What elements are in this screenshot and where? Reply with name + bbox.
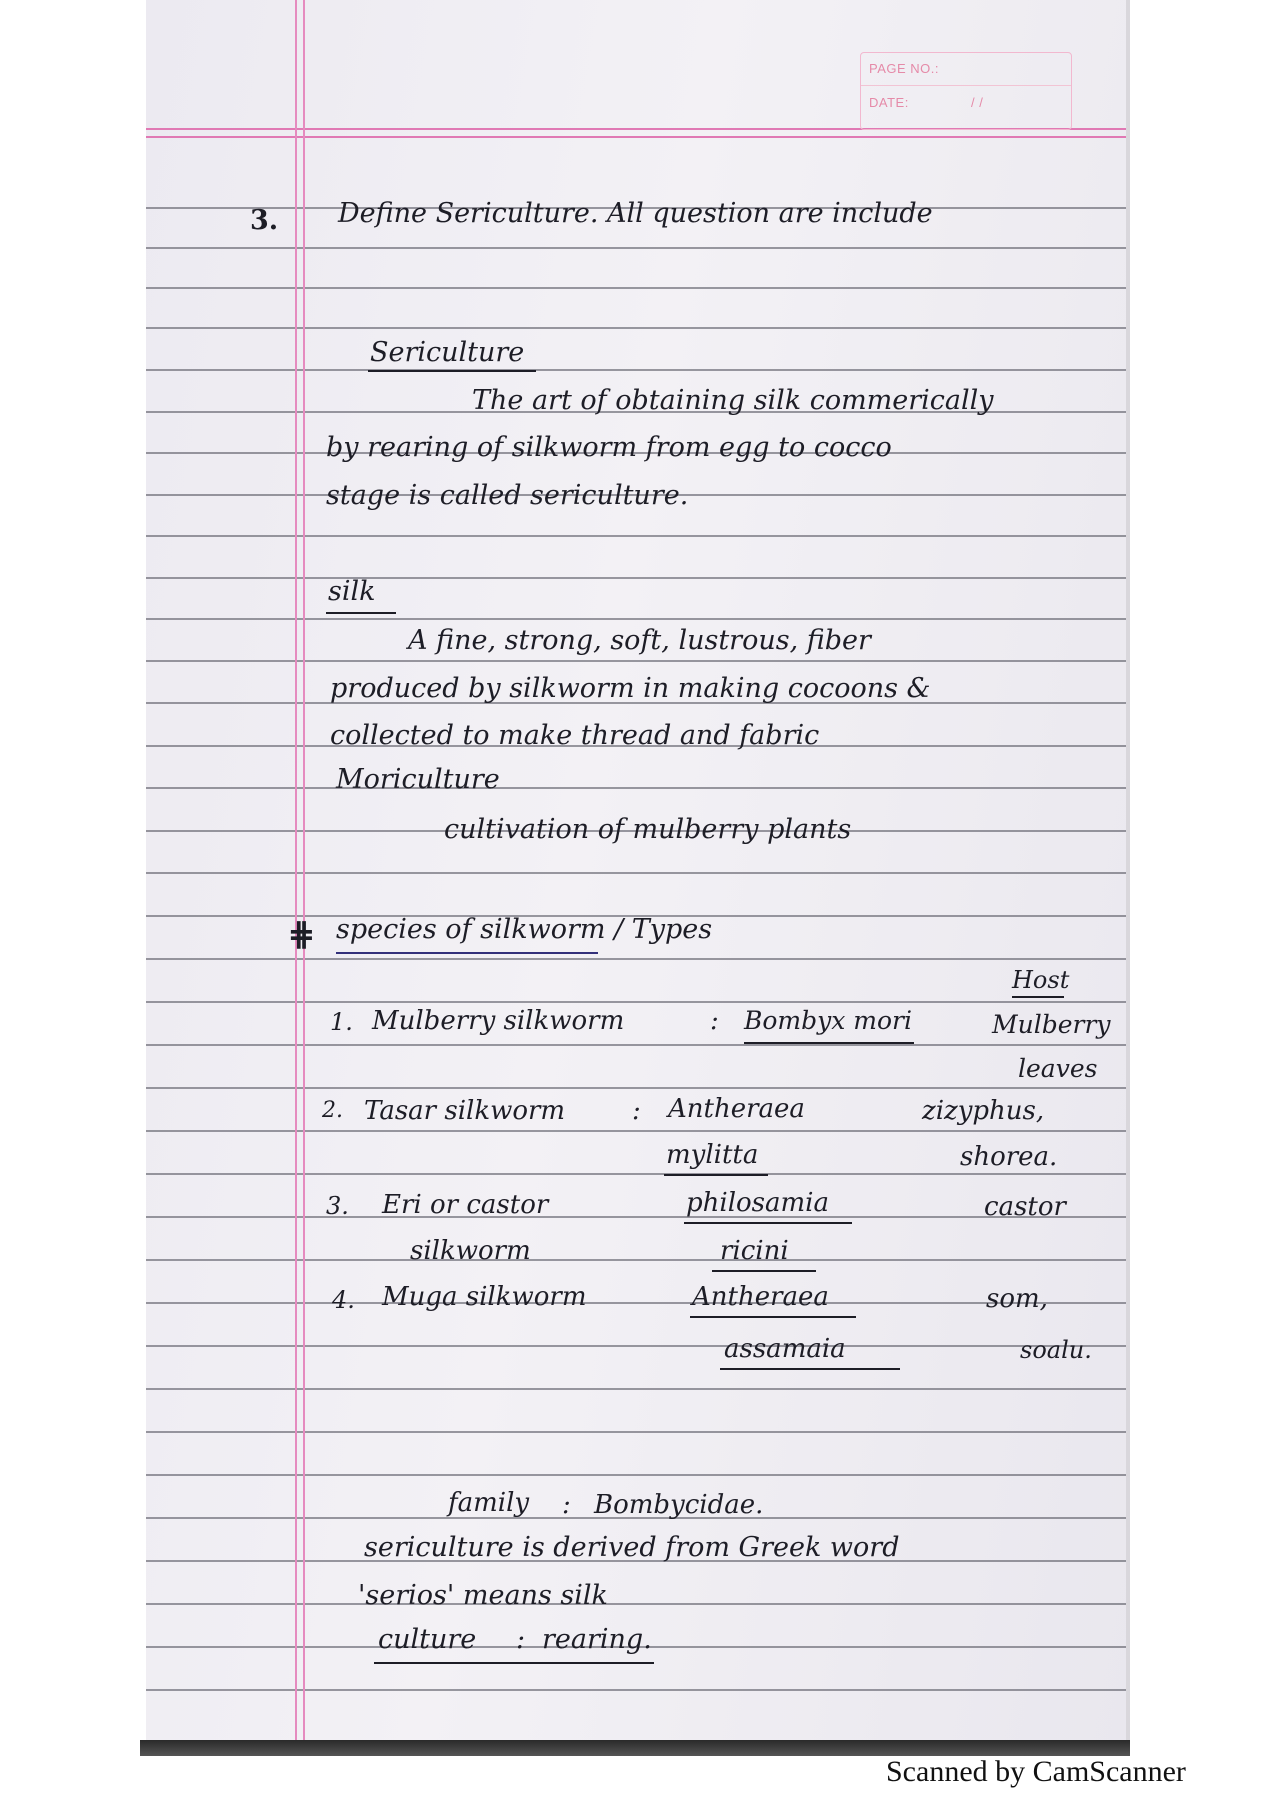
sericulture-line-1: The art of obtaining silk commerically (472, 385, 994, 416)
ruled-line (146, 1388, 1126, 1390)
date-value: / / (971, 95, 984, 110)
notebook-page (146, 0, 1126, 1748)
sericulture-heading: Sericulture (370, 337, 525, 368)
heading-underline (1012, 996, 1064, 998)
question-number: 3. (250, 205, 279, 236)
page-date-divider (861, 85, 1071, 86)
silk-line-2: produced by silkworm in making cocoons & (330, 673, 931, 704)
ruled-line (146, 1001, 1126, 1003)
ruled-line (146, 1689, 1126, 1691)
scientific-name-underline (664, 1174, 768, 1176)
ruled-line (146, 1302, 1126, 1304)
silk-heading: silk (328, 576, 376, 607)
scientific-name-underline (712, 1270, 816, 1272)
scientific-name-underline (744, 1042, 914, 1044)
species-number: 4. (332, 1286, 355, 1314)
scientific-name-underline (720, 1368, 900, 1370)
ruled-line (146, 1431, 1126, 1433)
species-scientific-name: Antheraea (692, 1282, 829, 1312)
ruled-line (146, 1216, 1126, 1218)
ruled-line (146, 1474, 1126, 1476)
date-label: DATE: (869, 95, 909, 110)
ruled-line (146, 1259, 1126, 1261)
margin-line (295, 0, 297, 1748)
ruled-line (146, 787, 1126, 789)
species-host: som, (986, 1284, 1048, 1314)
species-name: Muga silkworm (382, 1282, 587, 1312)
family-value: Bombycidae. (594, 1490, 764, 1520)
ruled-line (146, 872, 1126, 874)
page-date-box (860, 52, 1072, 130)
sericulture-line-2: by rearing of silkworm from egg to cocco (326, 432, 892, 463)
species-number: 3. (326, 1192, 349, 1220)
species-name-continued: silkworm (410, 1236, 531, 1266)
etymology-line-1: sericulture is derived from Greek word (364, 1532, 900, 1563)
ruled-line (146, 1345, 1126, 1347)
species-scientific-name: assamaia (724, 1334, 846, 1364)
species-separator: : (632, 1096, 641, 1126)
ruled-line (146, 369, 1126, 371)
species-scientific-name: mylitta (666, 1140, 759, 1170)
family-separator: : (562, 1490, 571, 1520)
scientific-name-underline (690, 1316, 856, 1318)
family-label: family (448, 1488, 530, 1518)
scientific-name-underline (684, 1222, 852, 1224)
ruled-line (146, 1044, 1126, 1046)
ruled-line (146, 1603, 1126, 1605)
species-name: Tasar silkworm (364, 1096, 566, 1126)
etymology-separator: : (516, 1624, 526, 1655)
species-name: Mulberry silkworm (372, 1006, 625, 1036)
species-scientific-name: philosamia (686, 1188, 829, 1218)
question-text: Define Sericulture. All question are include (338, 198, 933, 229)
heading-underline (368, 370, 536, 372)
silk-line-3: collected to make thread and fabric (330, 720, 820, 751)
ruled-line (146, 660, 1126, 662)
ruled-line (146, 1130, 1126, 1132)
species-scientific-name: Antheraea (668, 1094, 805, 1124)
heading-underline (336, 952, 598, 954)
silk-line-1: A fine, strong, soft, lustrous, fiber (408, 625, 871, 656)
species-host: Mulberry (992, 1010, 1111, 1039)
etymology-line-2: 'serios' means silk (358, 1580, 608, 1611)
text-underline (374, 1662, 654, 1664)
ruled-line (146, 327, 1126, 329)
scanner-watermark: Scanned by CamScanner (886, 1755, 1186, 1788)
species-host: soalu. (1020, 1336, 1092, 1364)
ruled-line (146, 535, 1126, 537)
ruled-line (146, 247, 1126, 249)
species-number: 1. (330, 1008, 353, 1036)
species-heading: species of silkworm / Types (336, 914, 713, 945)
ruled-line (146, 618, 1126, 620)
species-host: zizyphus, (922, 1096, 1045, 1126)
species-scientific-name: Bombyx mori (744, 1006, 913, 1035)
margin-line (303, 0, 305, 1748)
species-number: 2. (322, 1098, 343, 1123)
ruled-line (146, 287, 1126, 289)
etymology-culture-label: culture (378, 1624, 477, 1655)
ruled-line (146, 577, 1126, 579)
species-host: shorea. (960, 1142, 1058, 1172)
page-no-label: PAGE NO.: (869, 61, 939, 76)
species-host: leaves (1018, 1054, 1098, 1083)
etymology-culture-value: rearing. (542, 1624, 652, 1655)
species-name: Eri or castor (382, 1190, 549, 1220)
heading-underline (326, 612, 396, 614)
ruled-line (146, 1087, 1126, 1089)
host-column-header: Host (1012, 966, 1070, 994)
moriculture-heading: Moriculture (336, 764, 500, 795)
sericulture-line-3: stage is called sericulture. (326, 480, 689, 511)
page-edge (1126, 0, 1130, 1748)
species-separator: : (710, 1006, 719, 1036)
ruled-line (146, 1173, 1126, 1175)
moriculture-definition: cultivation of mulberry plants (444, 814, 852, 845)
asterisk-bullet-icon: ⋕ (288, 915, 315, 953)
species-host: castor (984, 1192, 1066, 1222)
header-rule (146, 136, 1126, 138)
species-scientific-name: ricini (720, 1236, 789, 1266)
ruled-line (146, 958, 1126, 960)
page-bottom-shadow (140, 1740, 1130, 1756)
